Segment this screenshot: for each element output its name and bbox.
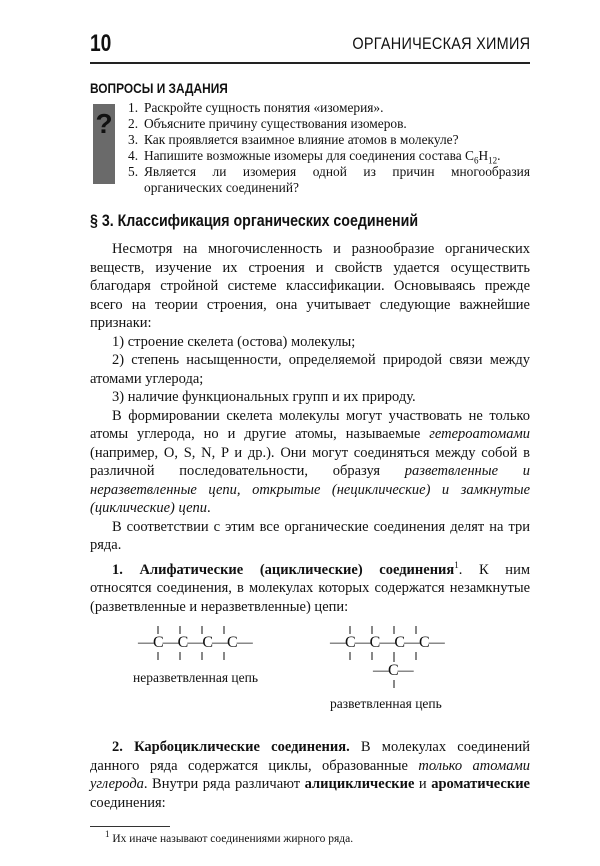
questions-heading: ВОПРОСЫ И ЗАДАНИЯ [90,80,228,96]
subscript: 6 [473,155,479,166]
footnote-mark: 1 [105,829,110,840]
list-item [128,148,530,164]
paragraph [90,407,530,518]
text: (например, O, S, N, P и др.). Они могут соединяться между собой в различной последовательности, образуя [90,444,530,479]
formula-text: H [478,148,489,163]
term: 1. Алифатические (ациклические) соединения [112,561,455,578]
list-item [128,100,530,116]
term: только атомами углерода [90,757,530,792]
item-number: 5. [128,164,139,179]
item-text: Раскройте сущность понятия «изомерия». [144,100,384,115]
term: 2. Карбоциклические соединения. [112,739,350,755]
caption-branched: разветвленная цепь [330,696,442,711]
question-mark-icon: ? [93,104,115,184]
item-number: 1. [128,100,139,115]
questions-block [90,100,530,196]
paragraph: В соответствии с этим все органические соединения делят на три ряда. [90,518,530,553]
item-number: 2. [128,116,139,131]
caption-unbranched: неразветвленная цепь [133,670,259,685]
paragraph: 3) наличие функциональных групп и их природу. [112,389,416,405]
footnote-text: Их иначе называют соединениями жирного ряда. [109,833,354,845]
item-text: Как проявляется взаимное влияние атомов в молекуле? [144,132,459,147]
list-item [128,116,530,132]
text: соединения: [90,794,166,811]
term: гетероатомами [429,426,530,442]
paragraph [90,561,530,617]
footnote [90,829,530,846]
branch-formula: —C— [373,662,413,679]
item-text: Является ли изомерия одной из причин многообразия органических соединений? [144,164,530,195]
paragraph: Несмотря на многочисленность и разнообразие органических веществ, изучение их строения и свойств удается осуществить благодаря стройной системе классификации. Основываясь прежде всего на теории строения, она учитывает следующие важнейшие признаки: [90,241,530,331]
page-header [90,28,530,64]
section-body-continued [90,738,530,812]
list-item [128,132,530,148]
item-text: Объясните причину существования изомеров. [144,116,407,131]
footnote-mark: 1 [454,559,459,570]
text: В формировании скелета молекулы могут участвовать не только атомы углерода, но и другие атомы, называемые [90,407,530,442]
branched-chain-formula: —C—C—C—C— [330,634,444,651]
page [90,0,530,866]
text: и [414,776,432,792]
running-title: ОРГАНИЧЕСКАЯ ХИМИЯ [352,34,530,53]
list-item [128,164,530,196]
item-number: 3. [128,132,139,147]
paragraph: 2) степень насыщенности, определяемой природой связи между атомами углерода; [90,352,530,387]
unbranched-chain-formula: —C—C—C—C— [138,634,252,651]
text: . [207,500,211,516]
term: ароматические [431,776,530,792]
term: алициклические [304,776,415,792]
formula-text: Напишите возможные изомеры для соединения состава C [144,148,474,163]
footnote-divider [90,826,170,827]
item-text [144,148,501,164]
page-number: 10 [90,30,112,57]
text: В молекулах соединений данного ряда содержатся циклы, образованные [90,739,530,774]
paragraph [90,738,530,812]
paragraph: 1) строение скелета (остова) молекулы; [112,333,356,350]
item-number: 4. [128,148,139,163]
term: разветвленные и неразветвленные цепи, открытые (нециклические) и замкнутые (циклические) цепи [90,463,530,516]
text: . Внутри ряда различают [143,776,305,792]
section-title: § 3. Классификация органических соединений [90,212,419,230]
questions-list [128,100,530,196]
formula-text: . [497,148,501,163]
text: . К ним относятся соединения, в молекулах которых содержатся незамкнутые (разветвленные и неразветвленные) цепи: [90,561,531,615]
subscript: 12 [488,155,498,166]
chain-diagrams [90,624,530,724]
section-body [90,240,530,616]
